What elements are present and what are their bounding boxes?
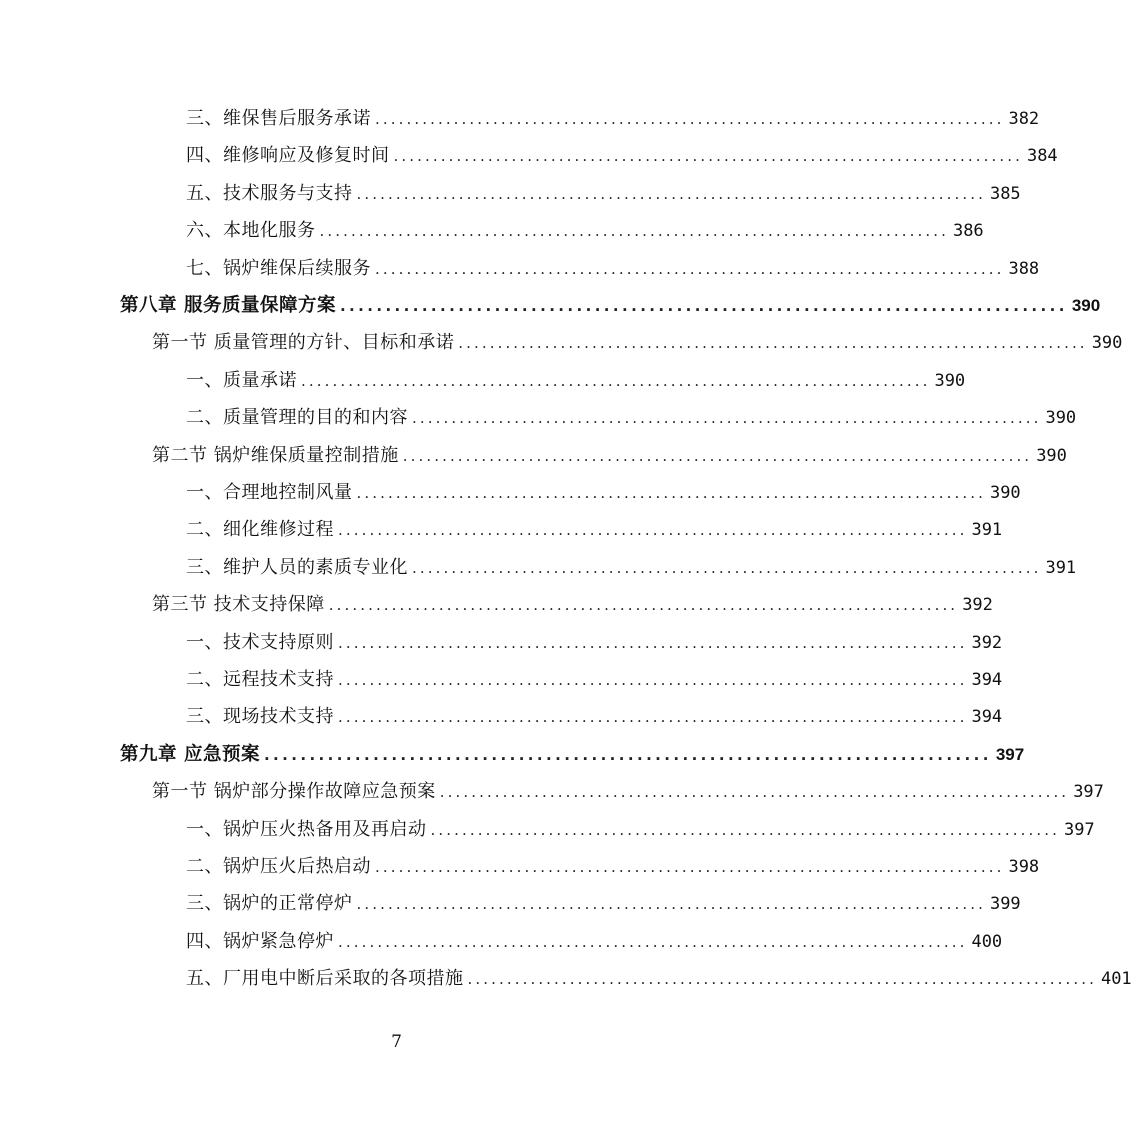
toc-page-number: 401 bbox=[1100, 969, 1132, 990]
toc-entry-title: 一、质量承诺 bbox=[186, 369, 297, 391]
toc-subsection-entry bbox=[186, 852, 1040, 882]
toc-subsection-entry bbox=[186, 927, 1003, 957]
page-number-footer: 7 bbox=[391, 1032, 402, 1052]
toc-entry-title: 二、细化维修过程 bbox=[186, 519, 334, 541]
toc-entry-title: 第一节 锅炉部分操作故障应急预案 bbox=[152, 781, 436, 803]
toc-entry-title: 一、锅炉压火热备用及再启动 bbox=[186, 818, 427, 840]
toc-page-number: 399 bbox=[989, 894, 1021, 915]
toc-dot-leader: ................................................................................ bbox=[338, 671, 968, 689]
toc-dot-leader: ................................................................................ bbox=[412, 409, 1042, 428]
toc-page-number: 390 bbox=[989, 483, 1021, 503]
toc-entry-title: 第九章 应急预案 bbox=[120, 743, 260, 765]
toc-dot-leader: ................................................................................ bbox=[338, 932, 968, 951]
toc-section-entry bbox=[152, 328, 1123, 358]
toc-chapter-entry bbox=[120, 740, 1025, 770]
toc-entry-title: 一、技术支持原则 bbox=[186, 631, 334, 653]
toc-entry-title: 五、技术服务与支持 bbox=[186, 182, 353, 204]
toc-page-number: 390 bbox=[1071, 296, 1101, 315]
toc-entry-title: 一、合理地控制风量 bbox=[186, 482, 353, 503]
toc-section-entry bbox=[152, 777, 1104, 807]
toc-page-number: 390 bbox=[1091, 333, 1123, 354]
toc-entry-title: 三、现场技术支持 bbox=[186, 706, 334, 728]
toc-dot-leader: ................................................................................ bbox=[339, 297, 1068, 315]
toc-page-number: 392 bbox=[962, 595, 993, 616]
toc-dot-leader: ................................................................................ bbox=[375, 110, 1005, 128]
toc-page-number: 390 bbox=[1045, 408, 1077, 429]
toc-dot-leader: ................................................................................ bbox=[356, 895, 986, 914]
toc-dot-leader: ................................................................................ bbox=[338, 521, 968, 540]
toc-dot-leader: ................................................................................ bbox=[338, 708, 968, 727]
toc-subsection-entry bbox=[186, 403, 1077, 433]
toc-subsection-entry bbox=[186, 628, 1003, 658]
toc-page-number: 388 bbox=[1008, 258, 1040, 279]
toc-dot-leader: ................................................................................ bbox=[430, 820, 1060, 839]
toc-entry-title: 第二节 锅炉维保质量控制措施 bbox=[152, 444, 399, 466]
toc-dot-leader: ................................................................................ bbox=[467, 970, 1097, 989]
toc-subsection-entry bbox=[186, 553, 1077, 583]
toc-dot-leader: ................................................................................ bbox=[319, 222, 949, 241]
toc-page-number: 384 bbox=[1026, 146, 1058, 167]
toc-subsection-entry bbox=[186, 964, 1132, 994]
toc-dot-leader: ................................................................................ bbox=[356, 484, 986, 502]
toc-page-number: 391 bbox=[1045, 557, 1077, 578]
toc-subsection-entry bbox=[186, 216, 984, 246]
toc-subsection-entry bbox=[186, 665, 1003, 695]
toc-page-number: 397 bbox=[1063, 819, 1095, 840]
toc-subsection-entry bbox=[186, 104, 1040, 134]
toc-entry-title: 五、厂用电中断后采取的各项措施 bbox=[186, 968, 464, 990]
toc-page-number: 386 bbox=[952, 221, 984, 242]
toc-page-number: 391 bbox=[971, 520, 1003, 541]
toc-entry-title: 二、质量管理的目的和内容 bbox=[186, 407, 408, 429]
toc-dot-leader: ................................................................................ bbox=[375, 858, 1005, 876]
toc-subsection-entry bbox=[186, 702, 1003, 732]
toc-entry-title: 第一节 质量管理的方针、目标和承诺 bbox=[152, 332, 455, 354]
toc-dot-leader: ................................................................................ bbox=[412, 558, 1042, 577]
toc-entry-title: 三、锅炉的正常停炉 bbox=[186, 893, 353, 915]
toc-subsection-entry bbox=[186, 889, 1021, 919]
toc-subsection-entry bbox=[186, 815, 1095, 845]
toc-dot-leader: ................................................................................ bbox=[263, 745, 992, 764]
toc-page-number: 385 bbox=[989, 183, 1021, 204]
toc-entry-title: 七、锅炉维保后续服务 bbox=[186, 257, 371, 279]
toc-subsection-entry bbox=[186, 515, 1003, 545]
toc-dot-leader: ................................................................................ bbox=[439, 783, 1070, 802]
toc-entry-title: 二、远程技术支持 bbox=[186, 669, 334, 690]
toc-page-number: 392 bbox=[971, 632, 1003, 653]
toc-section-entry bbox=[152, 441, 1067, 471]
toc-entry-title: 三、维保售后服务承诺 bbox=[186, 108, 371, 129]
toc-subsection-entry bbox=[186, 254, 1040, 284]
toc-page-number: 398 bbox=[1008, 857, 1040, 877]
toc-page-number: 382 bbox=[1008, 109, 1040, 129]
toc-dot-leader: ................................................................................ bbox=[458, 334, 1088, 353]
toc-entry-title: 四、锅炉紧急停炉 bbox=[186, 930, 334, 952]
toc-subsection-entry bbox=[186, 179, 1021, 209]
toc-page-number: 390 bbox=[934, 370, 966, 391]
toc-dot-leader: ................................................................................ bbox=[375, 259, 1005, 278]
toc-entry-title: 第三节 技术支持保障 bbox=[152, 594, 325, 616]
toc-page-number: 390 bbox=[1036, 445, 1067, 466]
toc-dot-leader: ................................................................................ bbox=[393, 147, 1023, 166]
toc-entry-title: 四、维修响应及修复时间 bbox=[186, 145, 390, 167]
toc-entry-title: 三、维护人员的素质专业化 bbox=[186, 556, 408, 578]
toc-chapter-entry bbox=[120, 291, 1101, 321]
toc-entry-title: 第八章 服务质量保障方案 bbox=[120, 295, 336, 316]
toc-page-number: 397 bbox=[995, 744, 1025, 764]
toc-dot-leader: ................................................................................ bbox=[338, 633, 968, 652]
toc-subsection-entry bbox=[186, 366, 966, 396]
toc-subsection-entry bbox=[186, 478, 1021, 508]
toc-section-entry bbox=[152, 590, 993, 620]
toc-page-number: 400 bbox=[971, 931, 1003, 952]
toc-subsection-entry bbox=[186, 141, 1058, 171]
toc-page-number: 394 bbox=[971, 707, 1003, 728]
toc-page-number: 397 bbox=[1073, 782, 1104, 803]
toc-dot-leader: ................................................................................ bbox=[356, 184, 986, 203]
toc-entry-title: 六、本地化服务 bbox=[186, 220, 316, 242]
toc-dot-leader: ................................................................................ bbox=[402, 446, 1033, 465]
toc-dot-leader: ................................................................................ bbox=[301, 371, 931, 390]
toc-dot-leader: ................................................................................ bbox=[328, 596, 959, 615]
toc-entry-title: 二、锅炉压火后热启动 bbox=[186, 856, 371, 877]
toc-page-number: 394 bbox=[971, 670, 1003, 690]
